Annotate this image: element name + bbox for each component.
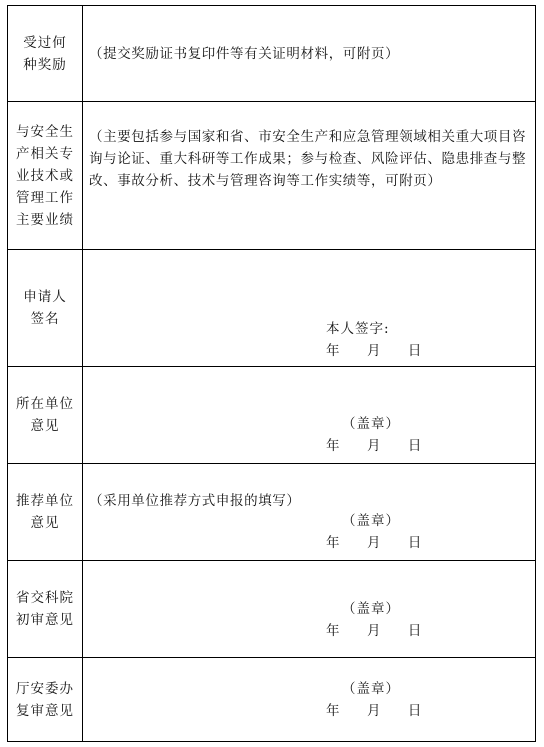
seal-block (326, 510, 535, 554)
label-line: 种奖励 (23, 56, 67, 73)
seal-date: 年 月 日 (326, 703, 423, 719)
signature-date: 年 月 日 (326, 343, 423, 359)
application-form-table (7, 5, 536, 742)
signature-block (326, 318, 535, 362)
label-line: 省交科院 (16, 590, 74, 606)
row-label-preliminary (8, 561, 83, 658)
form-row-applicant-signature (8, 250, 536, 367)
form-row-final-review (8, 658, 536, 742)
label-line: 受过何 (23, 34, 67, 51)
seal-label: （盖章） (342, 416, 400, 432)
seal-date: 年 月 日 (326, 535, 423, 551)
recommender-note: （采用单位推荐方式申报的填写） (89, 493, 301, 509)
seal-label: （盖章） (342, 601, 400, 617)
field-awards[interactable] (83, 6, 536, 102)
seal-date: 年 月 日 (326, 438, 423, 454)
seal-label: （盖章） (342, 681, 400, 697)
awards-note: （提交奖励证书复印件等有关证明材料，可附页） (89, 46, 400, 62)
field-applicant-signature[interactable] (83, 250, 536, 367)
label-line: 所在单位 (16, 396, 74, 412)
label-line: 推荐单位 (16, 493, 74, 509)
label-line: 意见 (30, 515, 60, 531)
seal-block (326, 678, 535, 722)
label-line: 申请人 (23, 289, 67, 305)
row-label-achievements (8, 102, 83, 250)
form-row-recommender-opinion (8, 464, 536, 561)
label-line: 初审意见 (16, 612, 74, 628)
label-line: 业技术或 (16, 167, 74, 184)
label-line: 厅安委办 (16, 680, 74, 697)
seal-label: （盖章） (342, 513, 400, 529)
label-line: 复审意见 (16, 702, 74, 719)
form-row-awards (8, 6, 536, 102)
row-label-applicant (8, 250, 83, 367)
seal-block (326, 598, 535, 642)
field-employer-opinion[interactable] (83, 367, 536, 464)
row-label-final (8, 658, 83, 742)
label-line: 签名 (30, 311, 60, 327)
row-label-awards (8, 6, 83, 102)
seal-date: 年 月 日 (326, 623, 423, 639)
form-row-preliminary-review (8, 561, 536, 658)
row-label-recommender (8, 464, 83, 561)
field-recommender-opinion[interactable] (83, 464, 536, 561)
row-label-employer (8, 367, 83, 464)
label-line: 与安全生 (16, 123, 74, 140)
label-line: 主要业绩 (16, 211, 74, 228)
field-preliminary-review[interactable] (83, 561, 536, 658)
seal-block (326, 413, 535, 457)
field-final-review[interactable] (83, 658, 536, 742)
form-row-employer-opinion (8, 367, 536, 464)
achievements-note: （主要包括参与国家和省、市安全生产和应急管理领域相关重大项目咨询与论证、重大科研等工作成果；参与检查、风险评估、隐患排查与整改、事故分析、技术与管理咨询等工作实绩等，可附页） (89, 129, 527, 189)
form-row-achievements (8, 102, 536, 250)
label-line: 意见 (30, 418, 60, 434)
signature-label: 本人签字: (326, 321, 390, 337)
field-achievements[interactable] (83, 102, 536, 250)
label-line: 产相关专 (16, 145, 74, 162)
label-line: 管理工作 (16, 189, 74, 206)
